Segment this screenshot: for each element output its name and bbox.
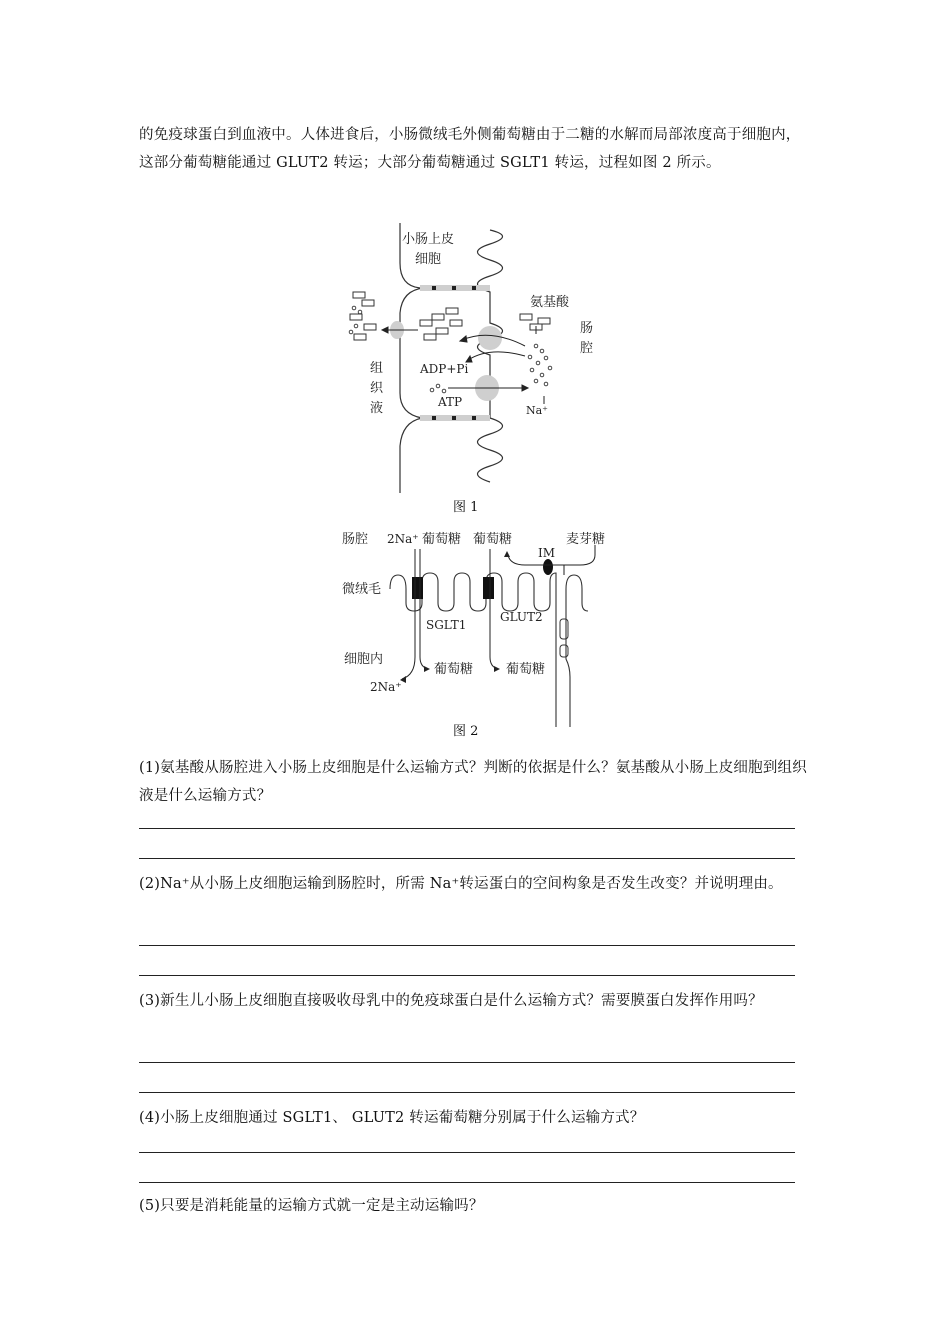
figure-2-diagram <box>330 527 620 727</box>
fig2-glucose-label-2: 葡萄糖 <box>473 532 513 547</box>
fig1-adp-label: ADP+Pi <box>420 362 469 376</box>
fig1-atp-label: ATP <box>438 395 463 409</box>
fig1-cell-label-1: 小肠上皮 <box>402 232 455 247</box>
fig1-tissue-label-3: 液 <box>370 401 384 416</box>
answer-line <box>139 828 795 829</box>
fig2-inside-label: 细胞内 <box>344 652 384 667</box>
question-5: (5)只要是消耗能量的运输方式就一定是主动运输吗？ <box>139 1198 484 1214</box>
answer-line <box>139 1092 795 1093</box>
fig1-na-label: Na⁺ <box>526 404 548 417</box>
fig2-glut2-label: GLUT2 <box>500 610 543 624</box>
fig2-na-bottom-label: 2Na⁺ <box>370 680 402 694</box>
answer-line <box>139 1182 795 1183</box>
fig1-amino-label: 氨基酸 <box>530 295 570 310</box>
fig2-glucose-in-label-2: 葡萄糖 <box>506 662 546 677</box>
fig1-cell-label-2: 细胞 <box>415 252 442 267</box>
fig2-lumen-label: 肠腔 <box>342 532 369 547</box>
figure-1-diagram <box>340 218 610 496</box>
fig2-villi-label: 微绒毛 <box>342 582 382 597</box>
question-4: (4)小肠上皮细胞通过 SGLT1、 GLUT2 转运葡萄糖分别属于什么运输方式？ <box>139 1110 645 1126</box>
fig1-tissue-label-2: 织 <box>370 381 384 396</box>
fig1-lumen-label-2: 腔 <box>580 341 594 356</box>
fig2-na-top-label: 2Na⁺ <box>387 532 419 546</box>
fig2-im-label: IM <box>538 546 556 560</box>
answer-line <box>139 945 795 946</box>
fig1-tissue-label-1: 组 <box>370 361 384 376</box>
answer-line <box>139 858 795 859</box>
answer-line <box>139 975 795 976</box>
figure-2-caption: 图 2 <box>453 724 479 739</box>
fig1-lumen-label-1: 肠 <box>580 321 594 336</box>
question-2: (2)Na⁺从小肠上皮细胞运输到肠腔时，所需 Na⁺转运蛋白的空间构象是否发生改变？并说明理由。 <box>139 876 783 892</box>
fig2-glucose-label-1: 葡萄糖 <box>422 532 462 547</box>
fig2-maltose-label: 麦芽糖 <box>566 532 606 547</box>
question-1: (1)氨基酸从肠腔进入小肠上皮细胞是什么运输方式？判断的依据是什么？氨基酸从小肠上皮细胞到组织液是什么运输方式？ <box>139 760 807 804</box>
question-3: (3)新生儿小肠上皮细胞直接吸收母乳中的免疫球蛋白是什么运输方式？需要膜蛋白发挥作用吗？ <box>139 993 763 1009</box>
fig2-glucose-in-label-1: 葡萄糖 <box>434 662 474 677</box>
intro-paragraph: 的免疫球蛋白到血液中。人体进食后，小肠微绒毛外侧葡萄糖由于二糖的水解而局部浓度高于细胞内，这部分葡萄糖能通过 GLUT2 转运；大部分葡萄糖通过 SGLT1 转运，过程如图 2 所示。 <box>139 127 801 171</box>
answer-line <box>139 1152 795 1153</box>
figure-1-caption: 图 1 <box>453 500 479 515</box>
fig2-sglt1-label: SGLT1 <box>426 618 467 632</box>
answer-line <box>139 1062 795 1063</box>
